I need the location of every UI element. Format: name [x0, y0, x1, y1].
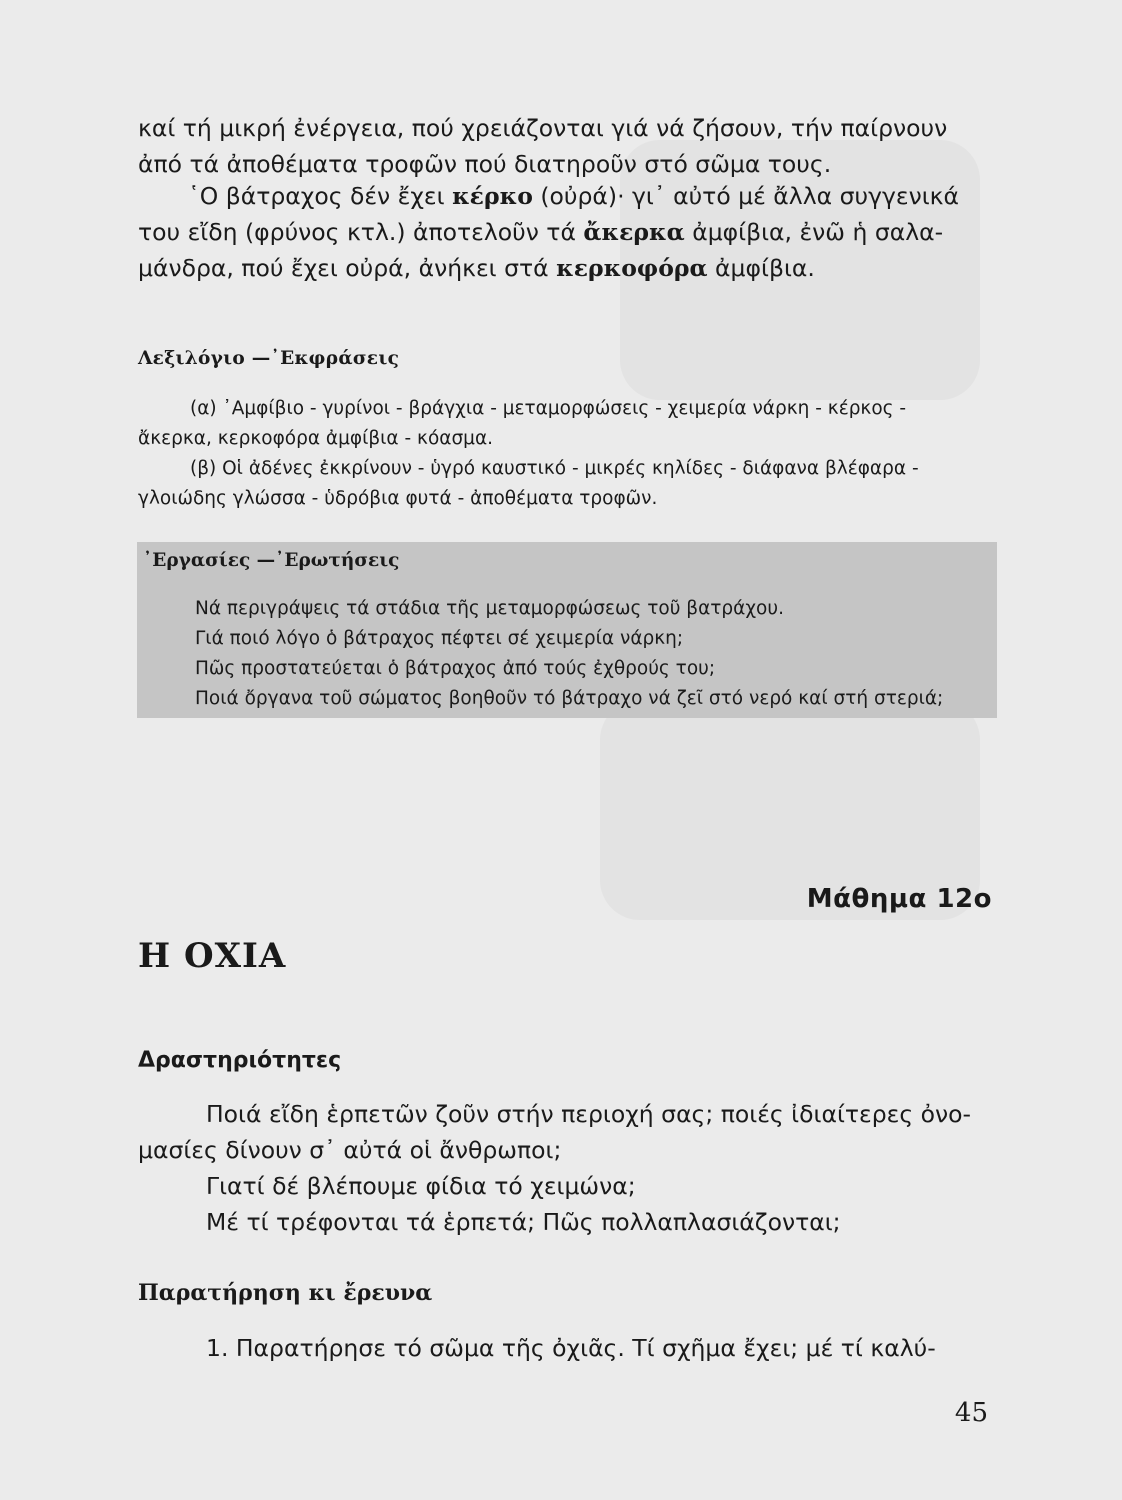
tasks-box	[137, 542, 997, 718]
observation-heading: Παρατήρηση κι ἔρευνα	[138, 1280, 433, 1306]
chapter-title: Η ΟΧΙΑ	[138, 936, 287, 976]
activities-line-2: μασίες δίνουν σ᾽ αὐτά οἱ ἄνθρωποι;	[138, 1136, 562, 1164]
task-item: Ποιά ὄργανα τοῦ σώματος βοηθοῦν τό βάτραχο νά ζεῖ στό νερό καί στή στεριά;	[195, 688, 944, 709]
observation-line-1: 1. Παρατήρησε τό σῶμα τῆς ὀχιᾶς. Τί σχῆμα ἔχει; μέ τί καλύ-	[206, 1334, 936, 1362]
activities-line-1: Ποιά εἴδη ἑρπετῶν ζοῦν στήν περιοχή σας; ποιές ἰδιαίτερες ὀνο-	[206, 1100, 972, 1128]
vocabulary-title: Λεξιλόγιο —᾽Εκφράσεις	[138, 348, 400, 369]
tail-paragraph	[138, 178, 1000, 286]
vocabulary-line-3: (β) Οἱ ἀδένες ἐκκρίνουν - ὑγρό καυστικό - μικρές κηλίδες - διάφανα βλέφαρα -	[190, 458, 919, 479]
vocabulary-line-2: ἄκερκα, κερκοφόρα ἀμφίβια - κόασμα.	[138, 428, 494, 449]
vocabulary-line-1: (α) ᾽Αμφίβιο - γυρίνοι - βράγχια - μεταμορφώσεις - χειμερία νάρκη - κέρκος -	[190, 398, 907, 419]
vocabulary-list	[138, 394, 1000, 514]
lesson-label: Μάθημα 12ο	[806, 884, 992, 914]
term-kerkos: κέρκο	[452, 182, 533, 210]
tail-line-3: μάνδρα, πού ἔχει οὐρά, ἀνήκει στά κερκοφόρα ἀμφίβια.	[138, 254, 815, 282]
activities-paragraph	[138, 1096, 1000, 1240]
tail-line-1: ῾Ο βάτραχος δέν ἔχει κέρκο (οὐρά)· γι᾽ αὐτό μέ ἄλλα συγγενικά	[188, 182, 960, 210]
observation-paragraph	[138, 1330, 1000, 1366]
page-number: 45	[954, 1398, 988, 1428]
intro-line-1: καί τή μικρή ἐνέργεια, πού χρειάζονται γιά νά ζήσουν, τήν παίρνουν	[138, 114, 948, 142]
intro-paragraph	[138, 110, 1000, 182]
vocabulary-line-4: γλοιώδης γλώσσα - ὑδρόβια φυτά - ἀποθέματα τροφῶν.	[138, 488, 658, 509]
activities-line-4: Μέ τί τρέφονται τά ἑρπετά; Πῶς πολλαπλασιάζονται;	[206, 1208, 841, 1236]
task-item: Πῶς προστατεύεται ὁ βάτραχος ἀπό τούς ἐχθρούς του;	[195, 658, 716, 679]
term-kerkofora: κερκοφόρα	[556, 254, 708, 282]
tail-line-2: του εἴδη (φρύνος κτλ.) ἀποτελοῦν τά ἄκερκα ἀμφίβια, ἐνῶ ἡ σαλα-	[138, 218, 944, 246]
tasks-title: ᾽Εργασίες —᾽Ερωτήσεις	[143, 550, 400, 571]
intro-line-2: ἀπό τά ἀποθέματα τροφῶν πού διατηροῦν στό σῶμα τους.	[138, 150, 832, 178]
activities-line-3: Γιατί δέ βλέπουμε φίδια τό χειμώνα;	[206, 1172, 636, 1200]
task-item: Γιά ποιό λόγο ὁ βάτραχος πέφτει σέ χειμερία νάρκη;	[195, 628, 684, 649]
tasks-list	[195, 594, 943, 714]
activities-heading: Δραστηριότητες	[138, 1048, 342, 1073]
term-akerka: ἄκερκα	[583, 218, 685, 246]
task-item: Νά περιγράψεις τά στάδια τῆς μεταμορφώσεως τοῦ βατράχου.	[195, 598, 784, 619]
